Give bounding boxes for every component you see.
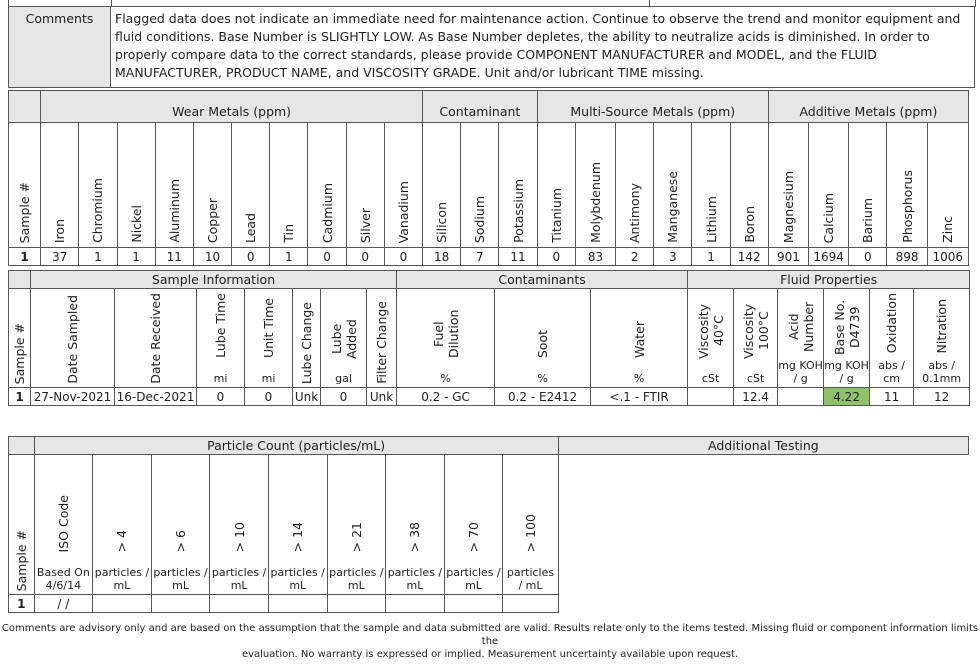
additional-testing-blank [558,455,968,595]
water-header: Water % [591,289,688,388]
molybdenum-header: Molybdenum [575,123,615,248]
nickel-value: 1 [117,248,155,266]
vanadium-header: Vanadium [384,123,422,248]
count-14-header: > 14 particles / mL [268,455,327,595]
silicon-value: 18 [423,248,461,266]
unit-time-value: 0 [245,388,293,406]
count-14-value [268,595,327,613]
count-4-header: > 4 particles / mL [93,455,152,595]
tin-header: Tin [270,123,308,248]
count-38-header: > 38 particles / mL [386,455,445,595]
copper-header: Copper [193,123,231,248]
phosphorus-value: 898 [887,248,927,266]
additional-testing-group: Additional Testing [558,437,968,455]
sample-info-group: Sample Information [31,271,397,289]
copper-value: 10 [193,248,231,266]
date-sampled-value: 27-Nov-2021 [31,388,115,406]
sample-number: 1 [9,248,41,266]
lithium-value: 1 [692,248,730,266]
lithium-header: Lithium [692,123,730,248]
comments-label: Comments [9,7,111,88]
sodium-value: 7 [461,248,499,266]
lead-header: Lead [232,123,270,248]
nitration-value: 12 [914,388,970,406]
water-value: <.1 - FTIR [591,388,688,406]
count-10-value [210,595,269,613]
manganese-value: 3 [654,248,692,266]
silver-value: 0 [346,248,384,266]
zinc-value: 1006 [927,248,968,266]
oxidation-header: Oxidation abs / cm [870,289,914,388]
contaminant-group: Contaminant [423,91,538,123]
additional-testing-blank [558,595,968,613]
count-70-header: > 70 particles / mL [444,455,503,595]
acid-number-header: Acid Number mg KOH / g [778,289,824,388]
filter-change-value: Unk [367,388,397,406]
count-21-header: > 21 particles / mL [327,455,386,595]
sample-info-table [8,270,970,406]
titanium-header: Titanium [537,123,575,248]
contaminants-group: Contaminants [397,271,688,289]
sample-header: Sample # [9,455,35,595]
base-number-header: Base No. D4739 mg KOH / g [824,289,870,388]
cadmium-value: 0 [308,248,346,266]
nitration-header: Nitration abs / 0.1mm [914,289,970,388]
barium-value: 0 [849,248,887,266]
aluminum-value: 11 [155,248,193,266]
titanium-value: 0 [537,248,575,266]
iso-code-header: ISO Code Based On 4/6/14 [34,455,93,595]
additive-group: Additive Metals (ppm) [768,91,968,123]
calcium-header: Calcium [809,123,849,248]
lube-change-header: Lube Change [293,289,321,388]
fuel-dilution-value: 0.2 - GC [397,388,495,406]
count-6-header: > 6 particles / mL [151,455,210,595]
vanadium-value: 0 [384,248,422,266]
lube-time-value: 0 [197,388,245,406]
soot-header: Soot % [495,289,591,388]
metals-sample-corner [9,91,41,123]
lube-time-header: Lube Time mi [197,289,245,388]
sample-number: 1 [9,595,35,613]
unit-time-header: Unit Time mi [245,289,293,388]
silver-header: Silver [346,123,384,248]
disclaimer [0,622,980,661]
potassium-header: Potassium [499,123,537,248]
nickel-header: Nickel [117,123,155,248]
particle-count-table [8,436,969,613]
count-100-value [503,595,558,613]
viscosity-40-header: Viscosity 40°C cSt [688,289,734,388]
lead-value: 0 [232,248,270,266]
sample-header: Sample # [9,123,41,248]
count-70-value [444,595,503,613]
count-6-value [151,595,210,613]
metals-table [8,90,969,266]
cadmium-header: Cadmium [308,123,346,248]
disclaimer-line-1: Comments are advisory only and are based on the assumption that the sample and data submitted are valid. Results relate only to the items tested. Missing fluid or component information limits the [1,623,979,647]
antimony-header: Antimony [616,123,654,248]
antimony-value: 2 [616,248,654,266]
manganese-header: Manganese [654,123,692,248]
particle-corner [9,437,35,455]
iron-value: 37 [41,248,79,266]
wear-metals-group: Wear Metals (ppm) [41,91,423,123]
iso-code-value: / / [34,595,93,613]
magnesium-value: 901 [768,248,808,266]
zinc-header: Zinc [927,123,968,248]
calcium-value: 1694 [809,248,849,266]
count-100-header: > 100 particles / mL [503,455,558,595]
boron-value: 142 [730,248,768,266]
barium-header: Barium [849,123,887,248]
disclaimer-line-2: evaluation. No warranty is expressed or implied. Measurement uncertainty available upon request. [241,649,739,660]
viscosity-100-value: 12.4 [734,388,778,406]
date-sampled-header: Date Sampled [31,289,115,388]
date-received-value: 16-Dec-2021 [115,388,197,406]
chromium-header: Chromium [79,123,117,248]
date-received-header: Date Received [115,289,197,388]
sample-header: Sample # [9,289,31,388]
aluminum-header: Aluminum [155,123,193,248]
filter-change-header: Filter Change [367,289,397,388]
chromium-value: 1 [79,248,117,266]
count-38-value [386,595,445,613]
molybdenum-value: 83 [575,248,615,266]
oxidation-value: 11 [870,388,914,406]
lube-added-header: Lube Added gal [321,289,367,388]
fuel-dilution-header: Fuel Dilution % [397,289,495,388]
sample-corner [9,271,31,289]
iron-header: Iron [41,123,79,248]
acid-number-value [778,388,824,406]
tin-value: 1 [270,248,308,266]
potassium-value: 11 [499,248,537,266]
sample-number: 1 [9,388,31,406]
fluid-properties-group: Fluid Properties [688,271,970,289]
boron-header: Boron [730,123,768,248]
count-21-value [327,595,386,613]
count-4-value [93,595,152,613]
count-10-header: > 10 particles / mL [210,455,269,595]
multi-source-group: Multi-Source Metals (ppm) [537,91,768,123]
viscosity-40-value [688,388,734,406]
magnesium-header: Magnesium [768,123,808,248]
particle-count-group: Particle Count (particles/mL) [34,437,558,455]
lube-change-value: Unk [293,388,321,406]
comments-table [8,6,975,88]
phosphorus-header: Phosphorus [887,123,927,248]
viscosity-100-header: Viscosity 100°C cSt [734,289,778,388]
comments-text: Flagged data does not indicate an immediate need for maintenance action. Continue to observe the trend and monitor equipment and fluid conditions. Base Number is SLIGHTLY LOW. As Base Number depletes, the ability to neutralize acids is diminished. In order to properly compare data to the correct standards, please provide COMPONENT MANUFACTURER and MODEL, and the FLUID MANUFACTURER, PRODUCT NAME, and VISCOSITY GRADE. Unit and/or lubricant TIME missing. [111,7,975,88]
lube-added-value: 0 [321,388,367,406]
base-number-value: 4.22 [824,388,870,406]
soot-value: 0.2 - E2412 [495,388,591,406]
sodium-header: Sodium [461,123,499,248]
silicon-header: Silicon [423,123,461,248]
